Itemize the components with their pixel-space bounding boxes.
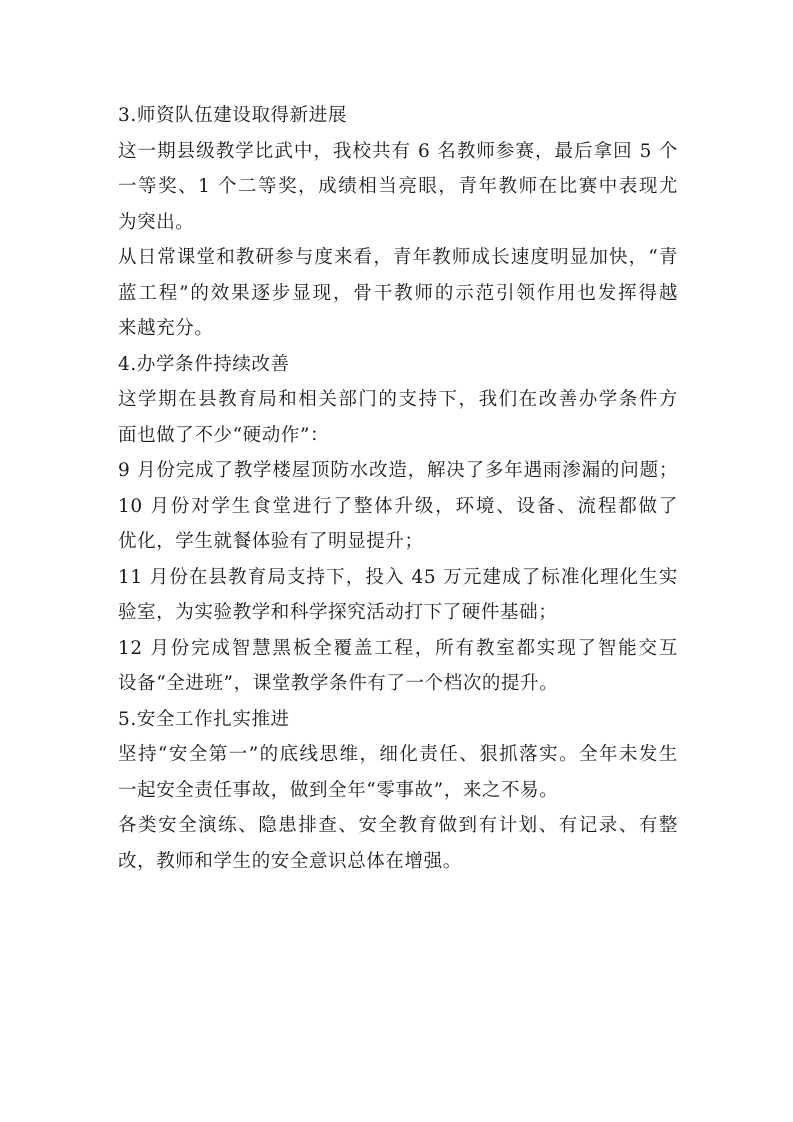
paragraph-line: 蓝工程”的效果逐步显现，骨干教师的示范引领作用也发挥得越 — [118, 282, 678, 304]
paragraph-line: 为突出。 — [118, 211, 195, 233]
paragraph-line: 来越充分。 — [118, 318, 214, 339]
paragraph-line: 一起安全责任事故，做到全年“零事故”，来之不易。 — [118, 779, 559, 801]
section-heading-teachers: 3.师资队伍建设取得新进展 — [118, 105, 347, 126]
paragraph-line: 一等奖、1 个二等奖，成绩相当亮眼，青年教师在比赛中表现尤 — [118, 176, 678, 197]
document-page — [118, 98, 678, 879]
paragraph-line: 设备“全进班”，课堂教学条件有了一个档次的提升。 — [118, 673, 559, 694]
paragraph-line: 验室，为实验教学和科学探究活动打下了硬件基础； — [118, 602, 558, 623]
paragraph-line: 优化，学生就餐体验有了明显提升； — [118, 531, 424, 552]
paragraph-line: 面也做了不少“硬动作”： — [118, 424, 330, 446]
paragraph-line: 这一期县级教学比武中，我校共有 6 名教师参赛，最后拿回 5 个 — [118, 140, 678, 162]
paragraph-line: 从日常课堂和教研参与度来看，青年教师成长速度明显加快，“青 — [118, 247, 678, 268]
paragraph-line: 改，教师和学生的安全意识总体在增强。 — [118, 850, 462, 872]
paragraph-line: 11 月份在县教育局支持下，投入 45 万元建成了标准化理化生实 — [118, 566, 678, 588]
paragraph-line: 12 月份完成智慧黑板全覆盖工程，所有教室都实现了智能交互 — [118, 637, 678, 659]
paragraph-line: 各类安全演练、隐患排查、安全教育做到有计划、有记录、有整 — [118, 815, 678, 836]
paragraph-line: 坚持“安全第一”的底线思维，细化责任、狠抓落实。全年未发生 — [118, 744, 678, 765]
paragraph-line: 9 月份完成了教学楼屋顶防水改造，解决了多年遇雨渗漏的问题； — [118, 460, 678, 481]
section-heading-facilities: 4.办学条件持续改善 — [118, 353, 290, 375]
paragraph-line: 10 月份对学生食堂进行了整体升级，环境、设备、流程都做了 — [118, 495, 678, 517]
paragraph-line: 这学期在县教育局和相关部门的支持下，我们在改善办学条件方 — [118, 389, 678, 410]
section-heading-safety: 5.安全工作扎实推进 — [118, 708, 290, 730]
